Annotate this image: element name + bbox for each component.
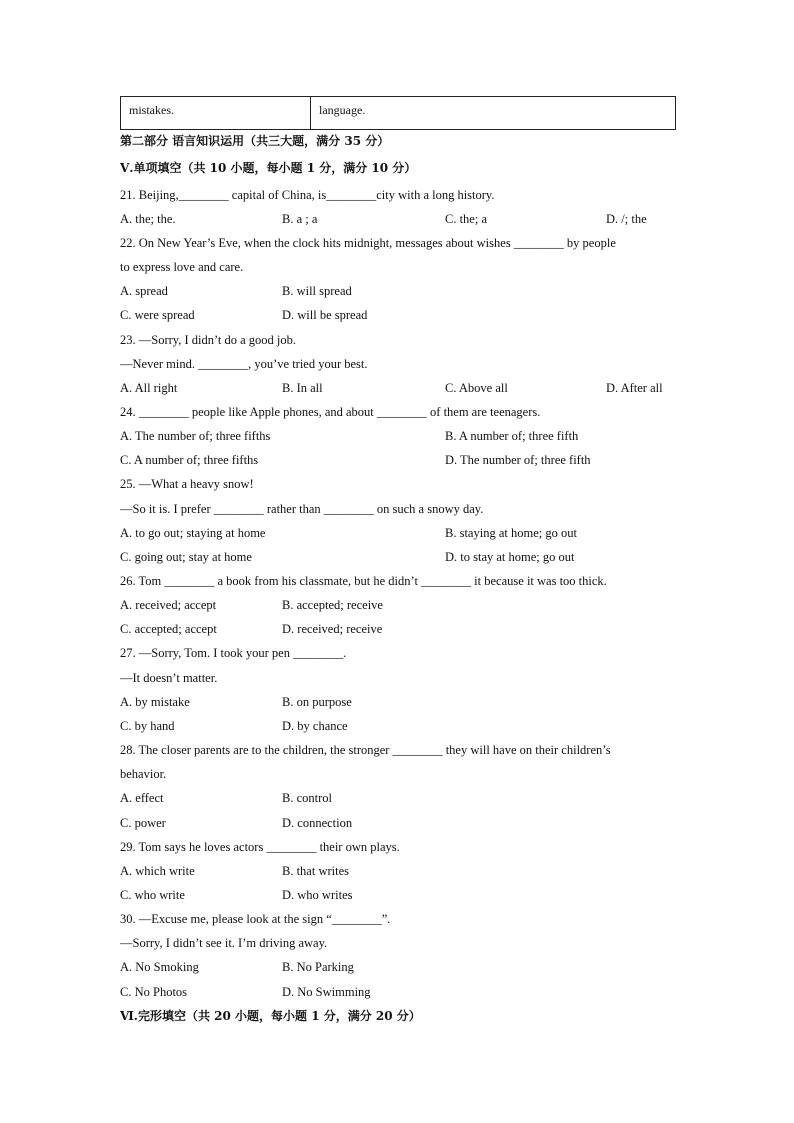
option-d: D. No Swimming xyxy=(282,985,371,999)
question-stem: 25. —What a heavy snow! xyxy=(120,477,254,491)
option-d: D. connection xyxy=(282,816,353,830)
option-b: B. accepted; receive xyxy=(282,598,383,612)
option-d: D. will be spread xyxy=(282,308,368,322)
section-heading: Ⅵ.完形填空（共 20 小题，每小题 1 分，满分 20 分） xyxy=(120,1009,421,1023)
option-d: D. The number of; three fifth xyxy=(445,453,591,467)
section-heading: Ⅴ.单项填空（共 10 小题，每小题 1 分，满分 10 分） xyxy=(120,161,417,175)
option-c: C. going out; stay at home xyxy=(120,550,252,564)
option-a: A. effect xyxy=(120,791,164,805)
option-d: D. received; receive xyxy=(282,622,383,636)
option-b: B. In all xyxy=(282,381,323,395)
option-a: A. No Smoking xyxy=(120,960,199,974)
option-c: C. No Photos xyxy=(120,985,188,999)
option-b: B. No Parking xyxy=(282,960,354,974)
option-b: B. will spread xyxy=(282,284,352,298)
option-d: D. who writes xyxy=(282,888,353,902)
table-fragment xyxy=(120,96,676,130)
option-a: A. which write xyxy=(120,864,195,878)
question-stem: 29. Tom says he loves actors ________ their own plays. xyxy=(120,840,400,854)
question-stem-continued: —So it is. I prefer ________ rather than ________ on such a snowy day. xyxy=(120,502,484,516)
option-c: C. A number of; three fifths xyxy=(120,453,259,467)
question-stem: 23. —Sorry, I didn’t do a good job. xyxy=(120,333,297,347)
option-d: D. by chance xyxy=(282,719,348,733)
option-c: C. Above all xyxy=(445,381,508,395)
option-b: B. staying at home; go out xyxy=(445,526,577,540)
question-stem-continued: to express love and care. xyxy=(120,260,244,274)
option-d: D. /; the xyxy=(606,212,647,226)
option-b: B. a ; a xyxy=(282,212,318,226)
option-b: B. on purpose xyxy=(282,695,352,709)
option-a: A. by mistake xyxy=(120,695,190,709)
option-a: A. the; the. xyxy=(120,212,176,226)
option-a: A. to go out; staying at home xyxy=(120,526,266,540)
option-c: C. who write xyxy=(120,888,185,902)
option-b: B. that writes xyxy=(282,864,350,878)
option-a: A. spread xyxy=(120,284,168,298)
option-a: A. The number of; three fifths xyxy=(120,429,271,443)
option-a: A. received; accept xyxy=(120,598,217,612)
option-d: D. to stay at home; go out xyxy=(445,550,575,564)
question-stem: 30. —Excuse me, please look at the sign “________”. xyxy=(120,912,391,926)
question-stem: 28. The closer parents are to the children, the stronger ________ they will have on their children’s xyxy=(120,743,611,757)
question-stem: 24. ________ people like Apple phones, and about ________ of them are teenagers. xyxy=(120,405,541,419)
table-cell: language. xyxy=(319,103,366,117)
option-d: D. After all xyxy=(606,381,663,395)
option-c: C. power xyxy=(120,816,166,830)
question-stem-continued: —Never mind. ________, you’ve tried your best. xyxy=(120,357,368,371)
question-stem: 21. Beijing,________ capital of China, is________city with a long history. xyxy=(120,188,495,202)
option-c: C. the; a xyxy=(445,212,488,226)
part-title: 第二部分 语言知识运用（共三大题，满分 35 分） xyxy=(120,134,390,148)
option-b: B. A number of; three fifth xyxy=(445,429,579,443)
table-cell: mistakes. xyxy=(121,97,311,129)
question-stem-continued: behavior. xyxy=(120,767,167,781)
question-stem: 22. On New Year’s Eve, when the clock hits midnight, messages about wishes ________ by people xyxy=(120,236,616,250)
option-c: C. accepted; accept xyxy=(120,622,217,636)
option-c: C. were spread xyxy=(120,308,195,322)
question-stem-continued: —It doesn’t matter. xyxy=(120,671,218,685)
question-stem: 26. Tom ________ a book from his classmate, but he didn’t ________ it because it was too thick. xyxy=(120,574,607,588)
option-c: C. by hand xyxy=(120,719,175,733)
option-b: B. control xyxy=(282,791,332,805)
question-stem-continued: —Sorry, I didn’t see it. I’m driving away. xyxy=(120,936,328,950)
question-stem: 27. —Sorry, Tom. I took your pen ________. xyxy=(120,646,347,660)
option-a: A. All right xyxy=(120,381,178,395)
